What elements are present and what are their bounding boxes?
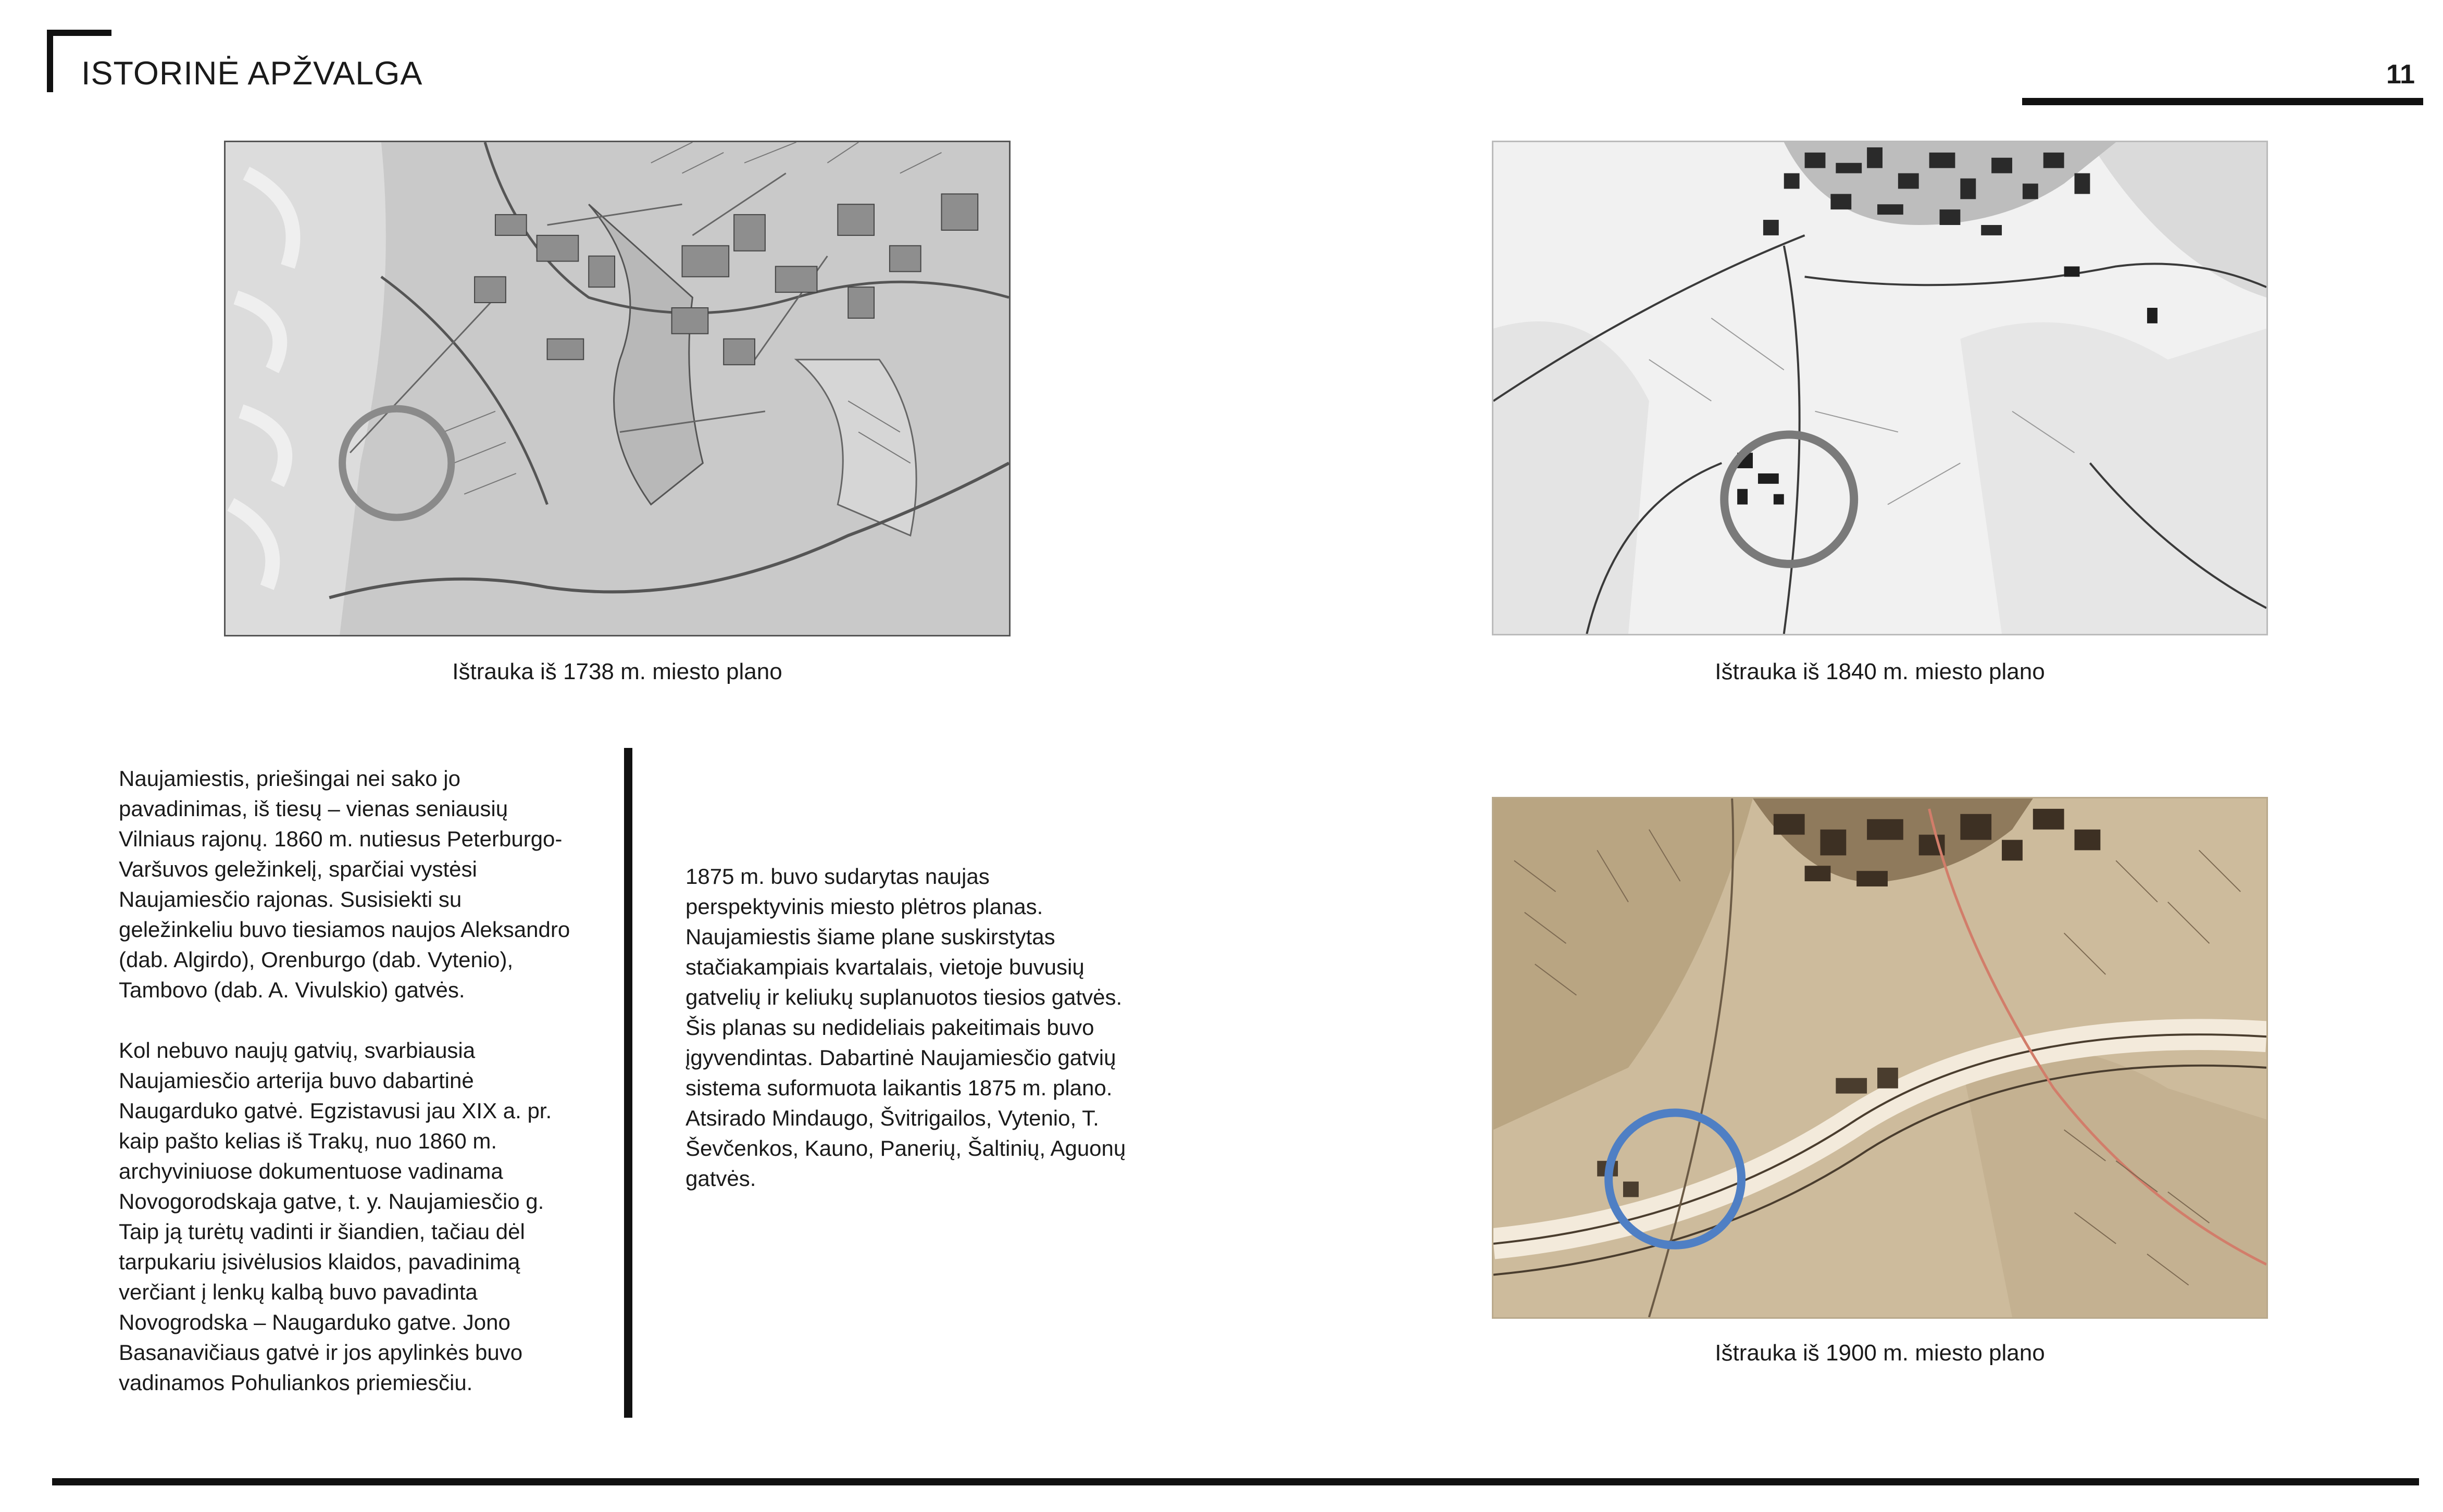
map-1900-drawing	[1493, 798, 2266, 1317]
column1-paragraph-2: Kol nebuvo naujų gatvių, svarbiausia Naujamiesčio arterija buvo dabartinė Naugarduko gatvė. Egzistavusi jau XIX a. pr. kaip pašto kelias iš Trakų, nuo 1860 m. archyviniuose dokumentuose vadinama Novogorodskaja gatve, t. y. Naujamiesčio g. Taip ją turėtų vadinti ir šiandien, tačiau dėl tarpukariu įsivėlusios klaidos, pavadinimą verčiant į lenkų kalbą buvo pavadinta Novogrodska – Naugarduko gatve. Jono Basanavičiaus gatvė ir jos apylinkės buvo vadinamos Pohuliankos priemiesčiu.	[119, 1038, 552, 1395]
corner-bracket-horizontal	[47, 30, 111, 36]
corner-bracket-vertical	[47, 30, 53, 92]
text-column-2	[685, 861, 1133, 1194]
column1-paragraph-1: Naujamiestis, priešingai nei sako jo pavadinimas, iš tiesų – vienas seniausių Vilniaus rajonų. 1860 m. nutiesus Peterburgo-Varšuvos geležinkelį, sparčiai vystėsi Naujamiesčio rajonas. Susisiekti su geležinkeliu buvo tiesiamos naujos Aleksandro (dab. Algirdo), Orenburgo (dab. Vytenio), Tambovo (dab. A. Vivulskio) gatvės.	[119, 766, 570, 1002]
map-1840-drawing	[1493, 142, 2266, 634]
text-column-1	[119, 764, 577, 1398]
map-1900	[1492, 797, 2268, 1319]
column2-paragraph-1: 1875 m. buvo sudarytas naujas perspektyvinis miesto plėtros planas. Naujamiestis šiame plane suskirstytas stačiakampiais kvartalais, vietoje buvusių gatvelių ir keliukų suplanuotos tiesios gatvės. Šis planas su nedideliais pakeitimais buvo įgyvendintas. Dabartinė Naujamiesčio gatvių sistema suformuota laikantis 1875 m. plano. Atsirado Mindaugo, Švitrigailos, Vytenio, T. Ševčenkos, Kauno, Panerių, Šaltinių, Aguonų gatvės.	[685, 864, 1126, 1191]
footer-rule	[52, 1478, 2419, 1485]
map-1738	[224, 141, 1011, 636]
figure-caption-1840: Ištrauka iš 1840 m. miesto plano	[1715, 659, 2045, 684]
figure-caption-1900: Ištrauka iš 1900 m. miesto plano	[1715, 1340, 2045, 1366]
header-rule	[2022, 98, 2423, 105]
figure-caption-1738: Ištrauka iš 1738 m. miesto plano	[452, 659, 782, 684]
page-number: 11	[2386, 59, 2415, 90]
map-1738-drawing	[226, 142, 1009, 635]
map-1840	[1492, 141, 2268, 635]
section-title: ISTORINĖ APŽVALGA	[81, 55, 423, 92]
column-divider	[624, 748, 632, 1418]
